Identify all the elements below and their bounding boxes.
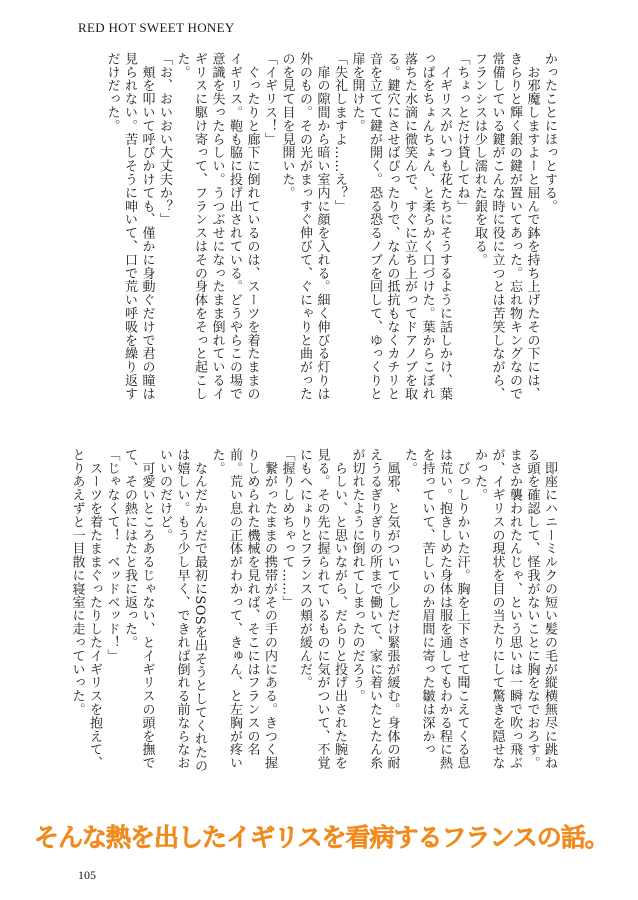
text-line: 繋がったままの携帯がその手の内にある。きつく握りしめられた機械を見れば、そこにはフランスの名前。荒い息の正体がわかって、きゅん、と左胸が疼いた。: [209, 448, 277, 770]
text-line: 「じゃなくて！ ベッドベッド！」: [104, 448, 120, 663]
text-line: 可愛いところあるじゃない、とイギリスの頭を撫でて、その熱にはたと我に返った。: [122, 448, 155, 770]
text-line: なんだかんだで最初にSOSを出そうとしてくれたのは嬉しい。もう少し早く、できれば倒れる前ならなおいいのだけど。: [157, 448, 207, 773]
text-line: 頬を叩いて呼びかけても、僅かに身動ぐだけで君の瞳は見られない。苦しそうに呻いて、口で荒い呼吸を繰り返すだけだった。: [104, 52, 155, 401]
text-line: 「握りしめちゃって……」: [279, 448, 295, 609]
text-line: かったことにほっとする。: [542, 52, 557, 213]
text-line: 風邪、と気がついて少しだけ緊張が緩む。身体の耐えうるぎりぎりの所まで働いて、家に着いたとたん糸が切れたように倒れてしまったのだろう。: [349, 448, 400, 770]
text-line: お邪魔しますよーと屈んで鉢を持ち上げたその下には、きらりと輝く銀の鍵が置いてあった。忘れ物キングなので常備している鍵がこんな時に役に立つとは苦笑しながら、フランシスは少し濡れた銀を取る。: [472, 52, 540, 401]
text-line: 即座にハニーミルクの短い髪の毛が縦横無尽に跳ねる頭を確認して、怪我がないことに胸をなでおろす。まさか襲われたんじゃ、という思いは一瞬で吹っ飛ぶが、イギリスの現状を目の当たりにして驚きを隠せなかった。: [472, 448, 557, 770]
text-block-upper: [80, 52, 558, 412]
text-line: スーツを着たままぐったりしたイギリスを抱えて、とりあえずと一目散に寝室に走っていった。: [69, 448, 102, 770]
text-line: 「失礼しますよ……え？」: [332, 52, 347, 213]
text-line: イギリスがいつも花たちにそうするように話しかけ、葉っぱをちょんちょん、と柔らかく口づけた。葉からこぼれ落ちた水滴に微笑んで、すぐに立ち上がってドアノブを取る。鍵穴にさせばぴったりで、なんの抵抗もなくカチリと音を立てて鍵が開く。恐る恐るノブを回して、ゆっくりと扉を開けた。: [349, 52, 452, 401]
text-block-lower: [69, 448, 558, 773]
text-line: 「お、おいおい大丈夫か？」: [157, 52, 172, 227]
summary-caption: そんな熱を出したイギリスを看病するフランスの話。: [34, 823, 609, 852]
text-line: らしい、と思いながら、だらりと投げ出された腕を見る。その先に握られているものに気がついて、不覚にもへにょりとフランスの頬が緩んだ。: [297, 448, 347, 770]
text-line: 扉の隙間から暗い室内に顔を入れる。細く伸びる灯りは外のもの。その光がまっすぐ伸びて、ぐにゃりと曲がったのを見て目を見開いた。: [279, 52, 330, 401]
page-number: 105: [78, 868, 96, 882]
text-line: びっしりかいた汗。胸を上下させて聞こえてくる息は荒い。抱きしめた身体は服を通してもわかる程に熱を持っていて、苦しいのか眉間に寄った皺は深かった。: [402, 448, 470, 770]
text-line: 「イギリス！」: [262, 52, 277, 146]
running-header: RED HOT SWEET HONEY: [78, 20, 235, 35]
text-line: 「ちょっとだけ貸してね」: [454, 52, 470, 213]
text-line: ぐったりと廊下に倒れているのは、スーツを着たままのイギリス。鞄も脇に投げ出されている。どうやらこの場で意識を失ったらしい。うつぶせになったまま倒れているイギリスに駆け寄って、フランスはその身体をそっと起こした。: [174, 52, 260, 401]
